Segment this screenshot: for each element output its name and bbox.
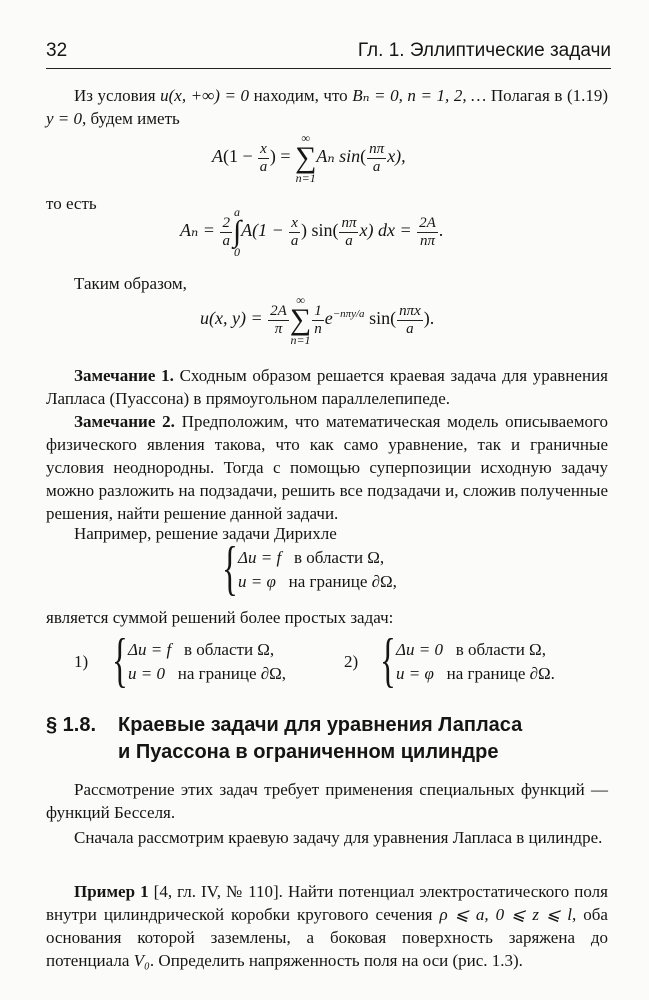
text-to-est: то есть (46, 194, 97, 213)
remark-label: Замечание 2. (74, 412, 175, 431)
section-heading (46, 712, 523, 763)
text: Из условия (74, 86, 161, 105)
section-title: Краевые задачи для уравнения Лапласа и Пуассона в ограниченном цилиндре (118, 714, 523, 763)
remark-2 (46, 410, 608, 525)
math-inline: y = 0 (46, 109, 83, 128)
integral-symbol: a ∫ 0 (232, 205, 242, 259)
remark-label: Замечание 1. (74, 366, 174, 385)
math-inline: ρ ⩽ a, 0 ⩽ z ⩽ l (439, 905, 573, 924)
text: , будем иметь (82, 109, 180, 128)
running-title: Гл. 1. Эллиптические задачи (357, 40, 611, 61)
system-2: Δu = 0 в области Ω, u = φ на границе ∂Ω. (396, 640, 555, 683)
text: Полагая (486, 86, 550, 105)
system-1-number: 1) (74, 652, 89, 671)
text-example-intro: Например, решение задачи Дирихле (74, 524, 337, 543)
example-1: Пример 1 [4, гл. IV, № 110]. Найти потенциал электростатического поля внутри цилиндрической коробки кругового сечения ρ ⩽ a, 0 ⩽ z ⩽ l, оба основания которой заземлены, а боковая поверхность заряжена до потенциала V₀. Определить напряженность поля на оси (рис. 1.3). (46, 882, 608, 970)
section-number: § 1.8. (46, 714, 97, 736)
equation-series-expansion: A(1 − $\frac{x}{a}$ ) = ∞ ∑ n=1 Aₙ sin( $\frac{n\pi}{a}$ x), (212, 131, 406, 185)
equation-coefficient: Aₙ = $\frac{2}{a}$ a ∫ 0 A(1 − $\frac{x}{a}$ ) sin( $\frac{n\pi}{a}$ x) dx = $\frac{2A}{n\pi}$ . (180, 205, 444, 259)
brace: { (222, 535, 238, 601)
brace: { (112, 627, 128, 693)
page-header (46, 40, 611, 66)
text-thus: Таким образом, (74, 274, 187, 293)
header-rule (46, 68, 611, 69)
paragraph-condition (46, 84, 608, 130)
text: находим, что (249, 86, 353, 105)
example-label: Пример 1 (74, 882, 149, 901)
system-dirichlet: Δu = f в области Ω, u = φ на границе ∂Ω, (238, 548, 397, 591)
text: в (1.19) (554, 86, 609, 105)
sum-symbol: ∞ ∑ n=1 (289, 293, 312, 347)
paragraph-bessel: Рассмотрение этих задач требует применения специальных функций — функций Бесселя. (46, 780, 608, 822)
equation-solution: u(x, y) = $\frac{2A}{\pi}$ ∞ ∑ n=1 $\frac{1}{n}$ $e^{-n\pi y/a}$ sin( $\frac{\text{nπx}}{a}$ ). (200, 293, 435, 347)
example-ref: [4, гл. IV, № 110]. (148, 882, 283, 901)
remark-text: Предположим, что математическая модель описываемого физического явления такова, что как само уравнение, так и граничные условия неоднородны. Тогда с помощью суперпозиции исходную задачу можно разложить на подзадачи, решить все подзадачи и, сложив полученные решения, найти решение данной задачи. (46, 412, 608, 523)
system-2-number: 2) (344, 652, 359, 671)
brace: { (380, 627, 396, 693)
sum-symbol: ∞ ∑ n=1 (294, 131, 317, 185)
remark-1 (46, 364, 608, 410)
math-inline: u(x, +∞) = 0 (160, 86, 249, 105)
page-number: 32 (46, 40, 68, 61)
system-1: Δu = f в области Ω, u = 0 на границе ∂Ω, (128, 640, 287, 683)
text-sum-of: является суммой решений более простых задач: (46, 608, 394, 627)
remark-text: Сходным образом решается краевая задача для уравнения Лапласа (Пуассона) в прямоугольном параллелепипеде. (46, 366, 608, 408)
paragraph-cylinder: Сначала рассмотрим краевую задачу для уравнения Лапласа в цилиндре. (74, 828, 603, 847)
math-inline: V₀ (133, 951, 150, 970)
math-inline: Bₙ = 0, n = 1, 2, … (352, 86, 487, 105)
